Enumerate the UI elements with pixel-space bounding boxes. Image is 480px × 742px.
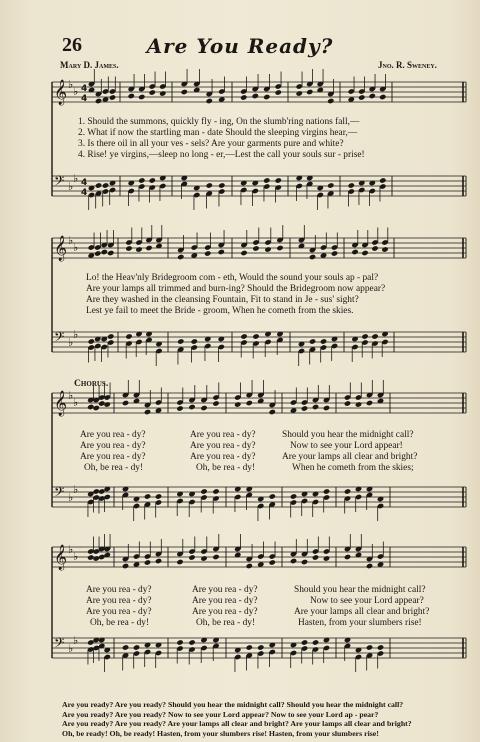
bass-line: Are you ready? Are you ready? Now to see your Lord appear? Now to see your Lord ap - pear? xyxy=(62,709,379,719)
note-head xyxy=(87,554,94,560)
note-head xyxy=(204,250,211,256)
chorus-line: Oh, be rea - dy! Oh, be rea - dy! Hasten, from your slumbers rise! xyxy=(90,618,422,628)
note-head xyxy=(200,488,207,494)
note-head xyxy=(212,400,219,406)
note-head xyxy=(361,250,368,256)
note-head xyxy=(155,558,162,564)
flat-sign: ♭ xyxy=(68,389,74,402)
note-head xyxy=(355,401,362,407)
note-head xyxy=(263,177,270,183)
chorus-line: Oh, be rea - dy! Oh, be rea - dy! When he cometh from the skies; xyxy=(84,463,414,473)
note-head xyxy=(361,333,368,339)
verse-number: 2. xyxy=(78,128,86,138)
bass-line: Are you ready? Are you ready? Should you hear the midnight call? Should you hear the midnight call? xyxy=(62,700,404,709)
time-signature: 4 xyxy=(81,178,88,188)
note-head xyxy=(188,639,195,645)
note-head xyxy=(212,554,219,560)
note-head xyxy=(218,249,225,255)
note-head xyxy=(200,405,207,411)
note-head xyxy=(200,555,207,561)
note-head xyxy=(252,333,259,339)
note-head xyxy=(301,405,308,411)
note-head xyxy=(93,405,100,411)
note-head xyxy=(264,246,271,252)
note-head xyxy=(306,89,313,95)
note-head xyxy=(312,404,319,410)
flat-sign: ♭ xyxy=(68,543,74,556)
bass-line: Are you ready? Are you ready? Are your lamps all clear and bright? Are your lamps all clear and bright? xyxy=(62,719,412,729)
note-head xyxy=(149,89,156,95)
chorus-line: Are you rea - dy? Are you rea - dy? Should you hear the midnight call? xyxy=(86,585,426,595)
note-head xyxy=(109,94,116,100)
note-head xyxy=(344,554,351,560)
note-head xyxy=(323,555,330,561)
treble-clef: 𝄞 xyxy=(54,391,68,416)
note-head xyxy=(296,90,303,96)
note-head xyxy=(371,333,378,339)
flat-sign: ♭ xyxy=(73,328,79,341)
note-head xyxy=(351,249,358,255)
note-head xyxy=(144,493,151,499)
note-head xyxy=(252,245,259,251)
flat-sign: ♭ xyxy=(73,172,79,185)
flat-sign: ♭ xyxy=(73,396,79,409)
chorus-part1 xyxy=(0,430,480,474)
note-head xyxy=(177,338,184,344)
note-head xyxy=(206,98,213,104)
note-head xyxy=(301,559,308,565)
note-head xyxy=(176,405,183,411)
flat-sign: ♭ xyxy=(73,483,79,496)
bass-clef: 𝄢 xyxy=(54,635,65,654)
note-head xyxy=(135,246,142,252)
note-head xyxy=(252,93,259,99)
note-head xyxy=(309,254,316,260)
note-head xyxy=(309,338,316,344)
note-head xyxy=(122,563,129,569)
note-head xyxy=(263,94,270,100)
note-head xyxy=(145,245,152,251)
note-head xyxy=(371,245,378,251)
note-head xyxy=(246,563,253,569)
note-head xyxy=(358,94,365,100)
chorus-label: Chorus. xyxy=(74,378,109,389)
note-head xyxy=(125,333,132,339)
flat-sign: ♭ xyxy=(73,241,79,254)
note-head xyxy=(122,400,129,406)
verse-line: Are they washed in the cleansing Fountain, Fit to stand in Je - sus' sight? xyxy=(86,295,359,305)
note-head xyxy=(149,177,156,183)
verse-line: 1. Should the summons, quickly fly - ing, On the slumb'ring nations fall,— xyxy=(78,117,360,127)
note-head xyxy=(320,338,327,344)
note-head xyxy=(276,245,283,251)
chorus-part2 xyxy=(0,585,480,629)
note-head xyxy=(102,182,109,188)
note-head xyxy=(312,554,319,560)
note-head xyxy=(191,338,198,344)
chorus-line: Are you rea - dy? Are you rea - dy? Now to see your Lord appear! xyxy=(80,441,403,451)
verse-line: 3. Is there oil in all your ves - sels? Are your garments pure and white? xyxy=(78,139,344,149)
treble-clef: 𝄞 xyxy=(54,545,68,570)
note-head xyxy=(107,333,114,339)
note-head xyxy=(327,182,334,188)
flat-sign: ♭ xyxy=(73,550,79,563)
verses-part1 xyxy=(78,117,365,161)
note-head xyxy=(348,182,355,188)
note-head xyxy=(138,177,145,183)
note-head xyxy=(234,401,241,407)
note-head xyxy=(188,554,195,560)
note-head xyxy=(379,94,386,100)
note-head xyxy=(366,400,373,406)
note-head xyxy=(107,250,114,256)
note-head xyxy=(133,644,140,650)
note-head xyxy=(301,639,308,645)
verse-line: 2. What if now the startling man - date Should the sleeping virgins hear,— xyxy=(78,128,358,138)
note-head xyxy=(144,409,151,415)
note-head xyxy=(95,98,102,104)
note-head xyxy=(101,249,108,255)
note-head xyxy=(379,177,386,183)
bass-clef: 𝄢 xyxy=(54,173,65,192)
note-head xyxy=(181,89,188,95)
note-head xyxy=(269,559,276,565)
note-head xyxy=(104,401,111,407)
lyricist-credit: Mary D. James. xyxy=(60,60,119,70)
note-head xyxy=(176,639,183,645)
note-head xyxy=(323,488,330,494)
composer-credit: Jno. R. Sweney. xyxy=(378,60,437,70)
note-head xyxy=(122,644,129,650)
note-head xyxy=(344,488,351,494)
note-head xyxy=(344,400,351,406)
note-head xyxy=(93,555,100,561)
note-head xyxy=(257,644,264,650)
hymn-title: Are You Ready? xyxy=(146,34,334,58)
note-head xyxy=(312,639,319,645)
note-head xyxy=(144,559,151,565)
note-head xyxy=(366,563,373,569)
note-head xyxy=(87,404,94,410)
note-head xyxy=(138,94,145,100)
note-head xyxy=(327,98,334,104)
time-signature: 4 xyxy=(81,94,88,104)
flat-sign: ♭ xyxy=(73,634,79,647)
note-head xyxy=(240,250,247,256)
bass-clef: 𝄢 xyxy=(54,484,65,503)
note-head xyxy=(98,400,105,406)
note-head xyxy=(381,246,388,252)
note-head xyxy=(275,89,282,95)
note-head xyxy=(98,554,105,560)
note-head xyxy=(246,400,253,406)
note-head xyxy=(159,90,166,96)
note-head xyxy=(212,488,219,494)
note-head xyxy=(269,409,276,415)
note-head xyxy=(176,559,183,565)
bass-lyrics xyxy=(62,700,412,738)
flat-sign: ♭ xyxy=(68,642,74,655)
treble-clef: 𝄞 xyxy=(54,236,68,261)
note-head xyxy=(155,493,162,499)
note-head xyxy=(366,644,373,650)
chorus-line: Are you rea - dy? Are you rea - dy? Are your lamps all clear and bright? xyxy=(86,607,430,617)
page-number: 26 xyxy=(62,34,82,56)
flat-sign: ♭ xyxy=(73,85,79,98)
note-head xyxy=(290,493,297,499)
note-head xyxy=(290,558,297,564)
verse-line: Lo! the Heav'nly Bridegroom com - eth, Would the sound your souls ap - pal? xyxy=(86,273,379,283)
note-head xyxy=(128,93,135,99)
chorus-line: Are you rea - dy? Are you rea - dy? Now to see your Lord appear? xyxy=(86,596,424,606)
verses-part2 xyxy=(86,273,385,317)
bass-line: Oh, be ready! Oh, be ready! Hasten, from your slumbers rise! Hasten, from your slumbers rise! xyxy=(62,728,379,738)
note-head xyxy=(206,182,213,188)
note-head xyxy=(240,94,247,100)
note-head xyxy=(218,182,225,188)
verse-line: 4. Rise! ye virgins,—sleep no long - er,—Lest the call your souls sur - prise! xyxy=(78,150,365,160)
note-head xyxy=(377,644,384,650)
flat-sign: ♭ xyxy=(68,336,74,349)
chorus-line: Are you rea - dy? Are you rea - dy? Should you hear the midnight call? xyxy=(80,430,414,440)
note-head xyxy=(323,405,330,411)
treble-clef: 𝄞 xyxy=(54,80,68,105)
note-head xyxy=(331,250,338,256)
verse-line: Lest ye fail to meet the Bride - groom, When he cometh from the skies. xyxy=(86,306,354,316)
verse-number: 3. xyxy=(78,139,86,149)
flat-sign: ♭ xyxy=(68,234,74,247)
note-head xyxy=(88,338,95,344)
note-head xyxy=(369,93,376,99)
note-head xyxy=(95,182,102,188)
note-head xyxy=(177,254,184,260)
time-signature: 4 xyxy=(81,188,88,198)
verse-line: Are your lamps all trimmed and burn-ing? Should the Bridegroom now appear? xyxy=(86,284,386,294)
bass-clef: 𝄢 xyxy=(54,329,65,348)
verse-number: 4. xyxy=(78,150,86,160)
note-head xyxy=(246,644,253,650)
note-head xyxy=(94,250,101,256)
note-head xyxy=(188,404,195,410)
note-head xyxy=(269,493,276,499)
note-head xyxy=(275,177,282,183)
verse-number: 1. xyxy=(78,117,86,127)
chorus-line: Are you rea - dy? Are you rea - dy? Are your lamps all clear and bright? xyxy=(80,452,418,462)
time-signature: 4 xyxy=(81,84,88,94)
note-head xyxy=(125,245,132,251)
flat-sign: ♭ xyxy=(68,180,74,193)
note-head xyxy=(240,333,247,339)
flat-sign: ♭ xyxy=(68,78,74,91)
flat-sign: ♭ xyxy=(68,491,74,504)
